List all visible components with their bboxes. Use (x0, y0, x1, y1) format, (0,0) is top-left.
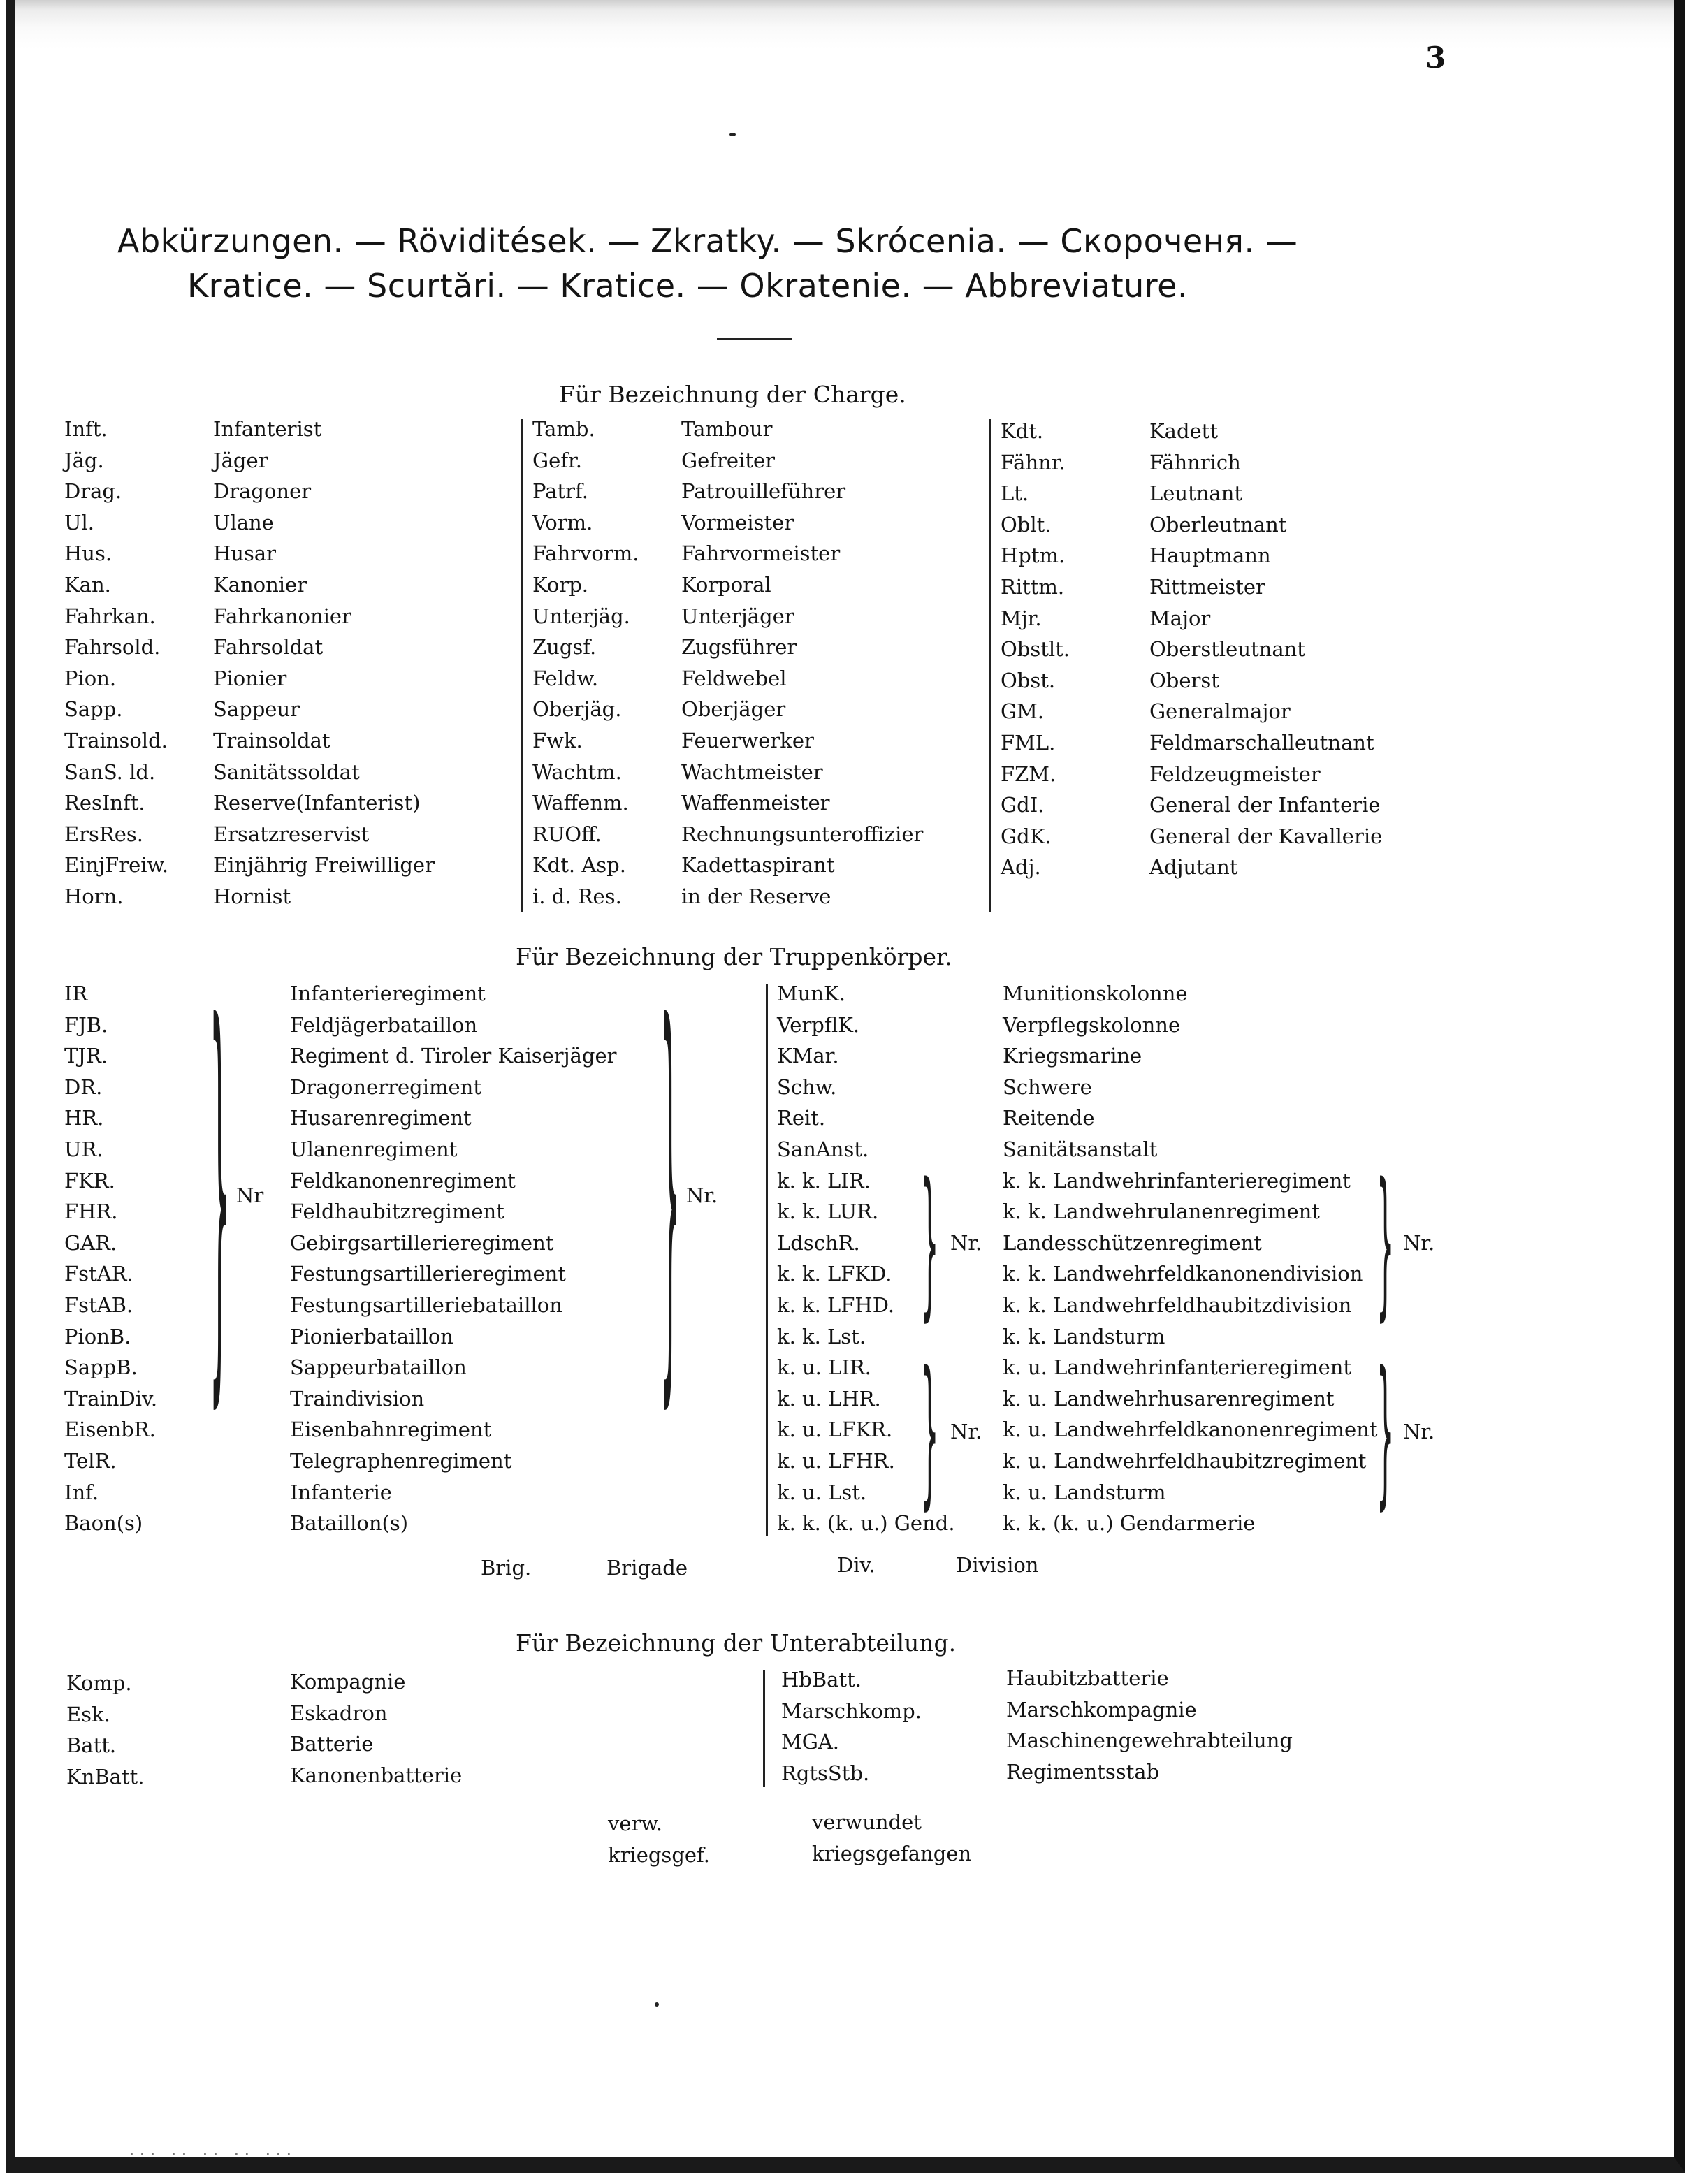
truppen-abbr: k. u. LHR. (777, 1387, 881, 1411)
page-number: 3 (1425, 41, 1446, 75)
charge-meaning: Wachtmeister (681, 760, 823, 784)
charge-meaning: Waffenmeister (681, 791, 830, 815)
unter-abbr: MGA. (781, 1730, 840, 1754)
charge-abbr: Lt. (1001, 481, 1029, 505)
misc-abbr: kriegsgef. (608, 1843, 710, 1867)
charge-abbr: Fahrsold. (64, 635, 161, 659)
charge-meaning: Kadettaspirant (681, 853, 835, 877)
truppen-meaning: Regiment d. Tiroler Kaiserjäger (290, 1044, 617, 1068)
charge-abbr: GdK. (1001, 824, 1052, 848)
truppen-abbr: MunK. (777, 982, 845, 1005)
charge-abbr: Trainsold. (64, 729, 168, 752)
charge-abbr: Oblt. (1001, 513, 1052, 537)
brig-meaning: Brigade (606, 1556, 688, 1580)
brace-group-left-a: } (210, 936, 230, 1443)
truppen-abbr: k. u. LFHR. (777, 1449, 895, 1473)
truppen-abbr: Baon(s) (64, 1511, 143, 1535)
charge-meaning: Vormeister (681, 511, 794, 534)
truppen-abbr: IR (64, 982, 88, 1005)
charge-abbr: Fahrkan. (64, 604, 156, 628)
charge-abbr: Zugsf. (532, 635, 597, 659)
charge-abbr: Adj. (1001, 855, 1041, 879)
truppen-abbr: Schw. (777, 1075, 837, 1099)
charge-abbr: FZM. (1001, 762, 1056, 786)
brace-group-ku: } (921, 1337, 939, 1525)
charge-abbr: Rittm. (1001, 575, 1065, 599)
charge-abbr: Hus. (64, 541, 112, 565)
truppen-meaning: Reitende (1003, 1106, 1095, 1130)
truppen-abbr: TrainDiv. (64, 1387, 158, 1411)
charge-meaning: Oberleutnant (1149, 513, 1287, 537)
truppen-meaning: k. k. Landwehrulanenregiment (1003, 1200, 1320, 1223)
charge-abbr: ResInft. (64, 791, 145, 815)
charge-abbr: FML. (1001, 731, 1056, 755)
charge-meaning: Pionier (213, 667, 287, 690)
ink-speck (655, 2002, 659, 2007)
truppen-abbr: k. u. LIR. (777, 1355, 871, 1379)
charge-abbr: Drag. (64, 479, 122, 503)
truppen-abbr: Reit. (777, 1106, 826, 1130)
charge-abbr: Jäg. (64, 449, 104, 472)
charge-meaning: Feldmarschalleutnant (1149, 731, 1374, 755)
charge-abbr: Unterjäg. (532, 604, 630, 628)
truppen-abbr: SappB. (64, 1355, 138, 1379)
div-meaning: Division (956, 1553, 1039, 1577)
title-divider (717, 338, 792, 340)
truppen-abbr: UR. (64, 1137, 103, 1161)
unter-abbr: Komp. (66, 1671, 132, 1695)
unter-meaning: Kanonenbatterie (290, 1763, 463, 1787)
charge-abbr: Hptm. (1001, 544, 1066, 567)
charge-meaning: Oberst (1149, 669, 1219, 692)
charge-meaning: Infanterist (213, 417, 322, 441)
charge-meaning: Fahrkanonier (213, 604, 351, 628)
charge-abbr: i. d. Res. (532, 884, 622, 908)
charge-abbr: Patrf. (532, 479, 588, 503)
column-divider (521, 419, 523, 912)
truppen-meaning: Gebirgsartillerieregiment (290, 1231, 554, 1255)
truppen-meaning: Festungsartillerieregiment (290, 1262, 566, 1286)
charge-meaning: Fahrvormeister (681, 541, 841, 565)
truppen-meaning: Telegraphenregiment (290, 1449, 512, 1473)
truppen-abbr: DR. (64, 1075, 103, 1099)
section-heading-truppen: Für Bezeichnung der Truppenkörper. (516, 943, 952, 970)
charge-meaning: Hauptmann (1149, 544, 1271, 567)
truppen-abbr: TJR. (64, 1044, 108, 1068)
misc-meaning: kriegsgefangen (812, 1842, 972, 1865)
truppen-meaning: k. u. Landwehrhusarenregiment (1003, 1387, 1335, 1411)
faded-print-mark: ··· ·· ·· ·· ··· (129, 2146, 297, 2164)
charge-abbr: Kdt. (1001, 419, 1044, 443)
unter-meaning: Eskadron (290, 1701, 388, 1725)
charge-meaning: Zugsführer (681, 635, 797, 659)
charge-meaning: Sappeur (213, 697, 300, 721)
charge-meaning: Fähnrich (1149, 451, 1241, 474)
truppen-meaning: k. k. Landwehrfeldhaubitzdivision (1003, 1293, 1352, 1317)
truppen-meaning: Pionierbataillon (290, 1325, 453, 1348)
charge-abbr: GdI. (1001, 793, 1045, 817)
truppen-meaning: k. u. Landwehrfeldhaubitzregiment (1003, 1449, 1367, 1473)
charge-meaning: Jäger (213, 449, 268, 472)
truppen-abbr: k. k. LUR. (777, 1200, 879, 1223)
charge-meaning: Sanitätssoldat (213, 760, 360, 784)
charge-abbr: RUOff. (532, 822, 602, 846)
charge-abbr: Fwk. (532, 729, 583, 752)
truppen-meaning: k. k. Landwehrfeldkanonendivision (1003, 1262, 1363, 1286)
truppen-meaning: Feldhaubitzregiment (290, 1200, 504, 1223)
div-abbr: Div. (837, 1553, 876, 1577)
charge-abbr: Korp. (532, 573, 588, 597)
truppen-abbr: FKR. (64, 1169, 115, 1193)
unter-abbr: HbBatt. (781, 1668, 862, 1691)
charge-meaning: Rechnungsunteroffizier (681, 822, 924, 846)
charge-abbr: Gefr. (532, 449, 582, 472)
charge-abbr: Obstlt. (1001, 637, 1070, 661)
charge-abbr: ErsRes. (64, 822, 144, 846)
truppen-meaning: Sappeurbataillon (290, 1355, 467, 1379)
charge-abbr: Inft. (64, 417, 108, 441)
charge-meaning: Husar (213, 541, 277, 565)
charge-abbr: Feldw. (532, 667, 599, 690)
charge-meaning: Feuerwerker (681, 729, 814, 752)
nr-label: Nr. (1403, 1231, 1435, 1255)
unter-abbr: Batt. (66, 1733, 117, 1757)
truppen-abbr: VerpflK. (777, 1013, 860, 1037)
charge-abbr: EinjFreiw. (64, 853, 169, 877)
charge-meaning: Rittmeister (1149, 575, 1265, 599)
charge-meaning: Patrouilleführer (681, 479, 846, 503)
charge-abbr: Fahrvorm. (532, 541, 639, 565)
charge-meaning: Unterjäger (681, 604, 794, 628)
brace-group-kk-full: } (1376, 1148, 1395, 1337)
charge-meaning: Dragoner (213, 479, 312, 503)
truppen-meaning: Schwere (1003, 1075, 1092, 1099)
nr-label: Nr (236, 1184, 264, 1207)
charge-meaning: Hornist (213, 884, 291, 908)
nr-label: Nr. (1403, 1420, 1435, 1443)
unter-meaning: Batterie (290, 1732, 374, 1756)
section-heading-charge: Für Bezeichnung der Charge. (559, 381, 906, 408)
unter-meaning: Haubitzbatterie (1006, 1666, 1169, 1690)
page-title-line-2: Kratice. — Scurtări. — Kratice. — Okratenie. — Abbreviature. (187, 267, 1189, 305)
unter-meaning: Marschkompagnie (1006, 1698, 1197, 1721)
charge-abbr: GM. (1001, 699, 1045, 723)
charge-meaning: Adjutant (1149, 855, 1238, 879)
unter-meaning: Regimentsstab (1006, 1760, 1160, 1784)
truppen-abbr: FstAB. (64, 1293, 133, 1317)
truppen-abbr: SanAnst. (777, 1137, 869, 1161)
charge-abbr: Fähnr. (1001, 451, 1066, 474)
column-divider (989, 419, 991, 912)
truppen-meaning: Sanitätsanstalt (1003, 1137, 1158, 1161)
charge-meaning: Kadett (1149, 419, 1218, 443)
truppen-abbr: Inf. (64, 1480, 99, 1504)
truppen-meaning: Bataillon(s) (290, 1511, 409, 1535)
page-title-line-1: Abkürzungen. — Röviditések. — Zkratky. — Skrócenia. — Скороченя. — (117, 222, 1298, 260)
unter-abbr: KnBatt. (66, 1765, 145, 1789)
charge-meaning: Generalmajor (1149, 699, 1291, 723)
brace-group-kk: } (921, 1148, 939, 1337)
truppen-meaning: Feldkanonenregiment (290, 1169, 516, 1193)
truppen-abbr: k. k. LIR. (777, 1169, 871, 1193)
charge-meaning: Fahrsoldat (213, 635, 324, 659)
charge-abbr: Horn. (64, 884, 124, 908)
truppen-meaning: k. u. Landwehrinfanterieregiment (1003, 1355, 1352, 1379)
charge-meaning: Oberjäger (681, 697, 786, 721)
truppen-meaning: k. u. Landsturm (1003, 1480, 1166, 1504)
charge-abbr: Ul. (64, 511, 94, 534)
truppen-meaning: k. k. Landsturm (1003, 1325, 1165, 1348)
truppen-abbr: k. k. LFHD. (777, 1293, 895, 1317)
truppen-abbr: GAR. (64, 1231, 117, 1255)
charge-meaning: Tambour (681, 417, 773, 441)
charge-abbr: Tamb. (532, 417, 595, 441)
truppen-abbr: k. u. Lst. (777, 1480, 867, 1504)
truppen-meaning: Traindivision (290, 1387, 425, 1411)
truppen-meaning: k. k. (k. u.) Gendarmerie (1003, 1511, 1256, 1535)
charge-meaning: Ersatzreservist (213, 822, 370, 846)
truppen-abbr: FstAR. (64, 1262, 133, 1286)
charge-meaning: in der Reserve (681, 884, 831, 908)
charge-meaning: Kanonier (213, 573, 307, 597)
truppen-meaning: Verpflegskolonne (1003, 1013, 1181, 1037)
charge-meaning: Oberstleutnant (1149, 637, 1305, 661)
column-divider (766, 984, 768, 1536)
charge-meaning: Major (1149, 606, 1211, 630)
charge-abbr: Vorm. (532, 511, 593, 534)
misc-meaning: verwundet (812, 1810, 922, 1834)
truppen-abbr: FJB. (64, 1013, 108, 1037)
truppen-meaning: Dragonerregiment (290, 1075, 481, 1099)
nr-label: Nr. (686, 1184, 718, 1207)
section-heading-unter: Für Bezeichnung der Unterabteilung. (516, 1629, 957, 1657)
truppen-meaning: Infanterie (290, 1480, 392, 1504)
truppen-meaning: Ulanenregiment (290, 1137, 458, 1161)
charge-meaning: General der Infanterie (1149, 793, 1381, 817)
truppen-abbr: FHR. (64, 1200, 118, 1223)
charge-abbr: Sapp. (64, 697, 123, 721)
brace-group-ku-full: } (1376, 1337, 1395, 1525)
charge-abbr: Pion. (64, 667, 117, 690)
unter-abbr: RgtsStb. (781, 1761, 870, 1785)
truppen-abbr: PionB. (64, 1325, 131, 1348)
charge-abbr: Waffenm. (532, 791, 629, 815)
charge-meaning: Reserve(Infanterist) (213, 791, 421, 815)
charge-meaning: Ulane (213, 511, 274, 534)
unter-abbr: Marschkomp. (781, 1699, 922, 1723)
misc-abbr: verw. (608, 1812, 663, 1835)
unter-meaning: Maschinengewehrabteilung (1006, 1728, 1293, 1752)
brig-abbr: Brig. (481, 1556, 532, 1580)
charge-abbr: Kan. (64, 573, 111, 597)
charge-meaning: Einjährig Freiwilliger (213, 853, 435, 877)
truppen-meaning: Infanterieregiment (290, 982, 486, 1005)
truppen-meaning: k. k. Landwehrinfanterieregiment (1003, 1169, 1351, 1193)
charge-meaning: Korporal (681, 573, 771, 597)
truppen-abbr: k. k. (k. u.) Gend. (777, 1511, 955, 1535)
charge-abbr: SanS. ld. (64, 760, 156, 784)
charge-abbr: Oberjäg. (532, 697, 622, 721)
charge-meaning: Gefreiter (681, 449, 776, 472)
truppen-meaning: k. u. Landwehrfeldkanonenregiment (1003, 1418, 1378, 1441)
truppen-abbr: k. u. LFKR. (777, 1418, 893, 1441)
nr-label: Nr. (950, 1420, 982, 1443)
truppen-meaning: Kriegsmarine (1003, 1044, 1142, 1068)
truppen-meaning: Munitionskolonne (1003, 982, 1188, 1005)
charge-abbr: Kdt. Asp. (532, 853, 626, 877)
nr-label: Nr. (950, 1231, 982, 1255)
charge-meaning: Trainsoldat (213, 729, 330, 752)
charge-meaning: General der Kavallerie (1149, 824, 1383, 848)
charge-meaning: Feldzeugmeister (1149, 762, 1321, 786)
truppen-abbr: HR. (64, 1106, 104, 1130)
truppen-abbr: EisenbR. (64, 1418, 156, 1441)
charge-abbr: Mjr. (1001, 606, 1042, 630)
truppen-abbr: k. k. LFKD. (777, 1262, 892, 1286)
truppen-meaning: Landesschützenregiment (1003, 1231, 1262, 1255)
charge-meaning: Leutnant (1149, 481, 1243, 505)
truppen-abbr: k. k. Lst. (777, 1325, 866, 1348)
charge-abbr: Obst. (1001, 669, 1056, 692)
truppen-abbr: LdschR. (777, 1231, 860, 1255)
truppen-meaning: Eisenbahnregiment (290, 1418, 492, 1441)
ink-speck (729, 133, 736, 136)
truppen-meaning: Festungsartilleriebataillon (290, 1293, 562, 1317)
unter-meaning: Kompagnie (290, 1670, 406, 1694)
truppen-meaning: Husarenregiment (290, 1106, 472, 1130)
unter-abbr: Esk. (66, 1703, 110, 1726)
charge-meaning: Feldwebel (681, 667, 787, 690)
truppen-abbr: KMar. (777, 1044, 839, 1068)
brace-group-left-b: } (660, 936, 681, 1443)
truppen-meaning: Feldjägerbataillon (290, 1013, 478, 1037)
column-divider (763, 1670, 765, 1787)
truppen-abbr: TelR. (64, 1449, 117, 1473)
charge-abbr: Wachtm. (532, 760, 622, 784)
